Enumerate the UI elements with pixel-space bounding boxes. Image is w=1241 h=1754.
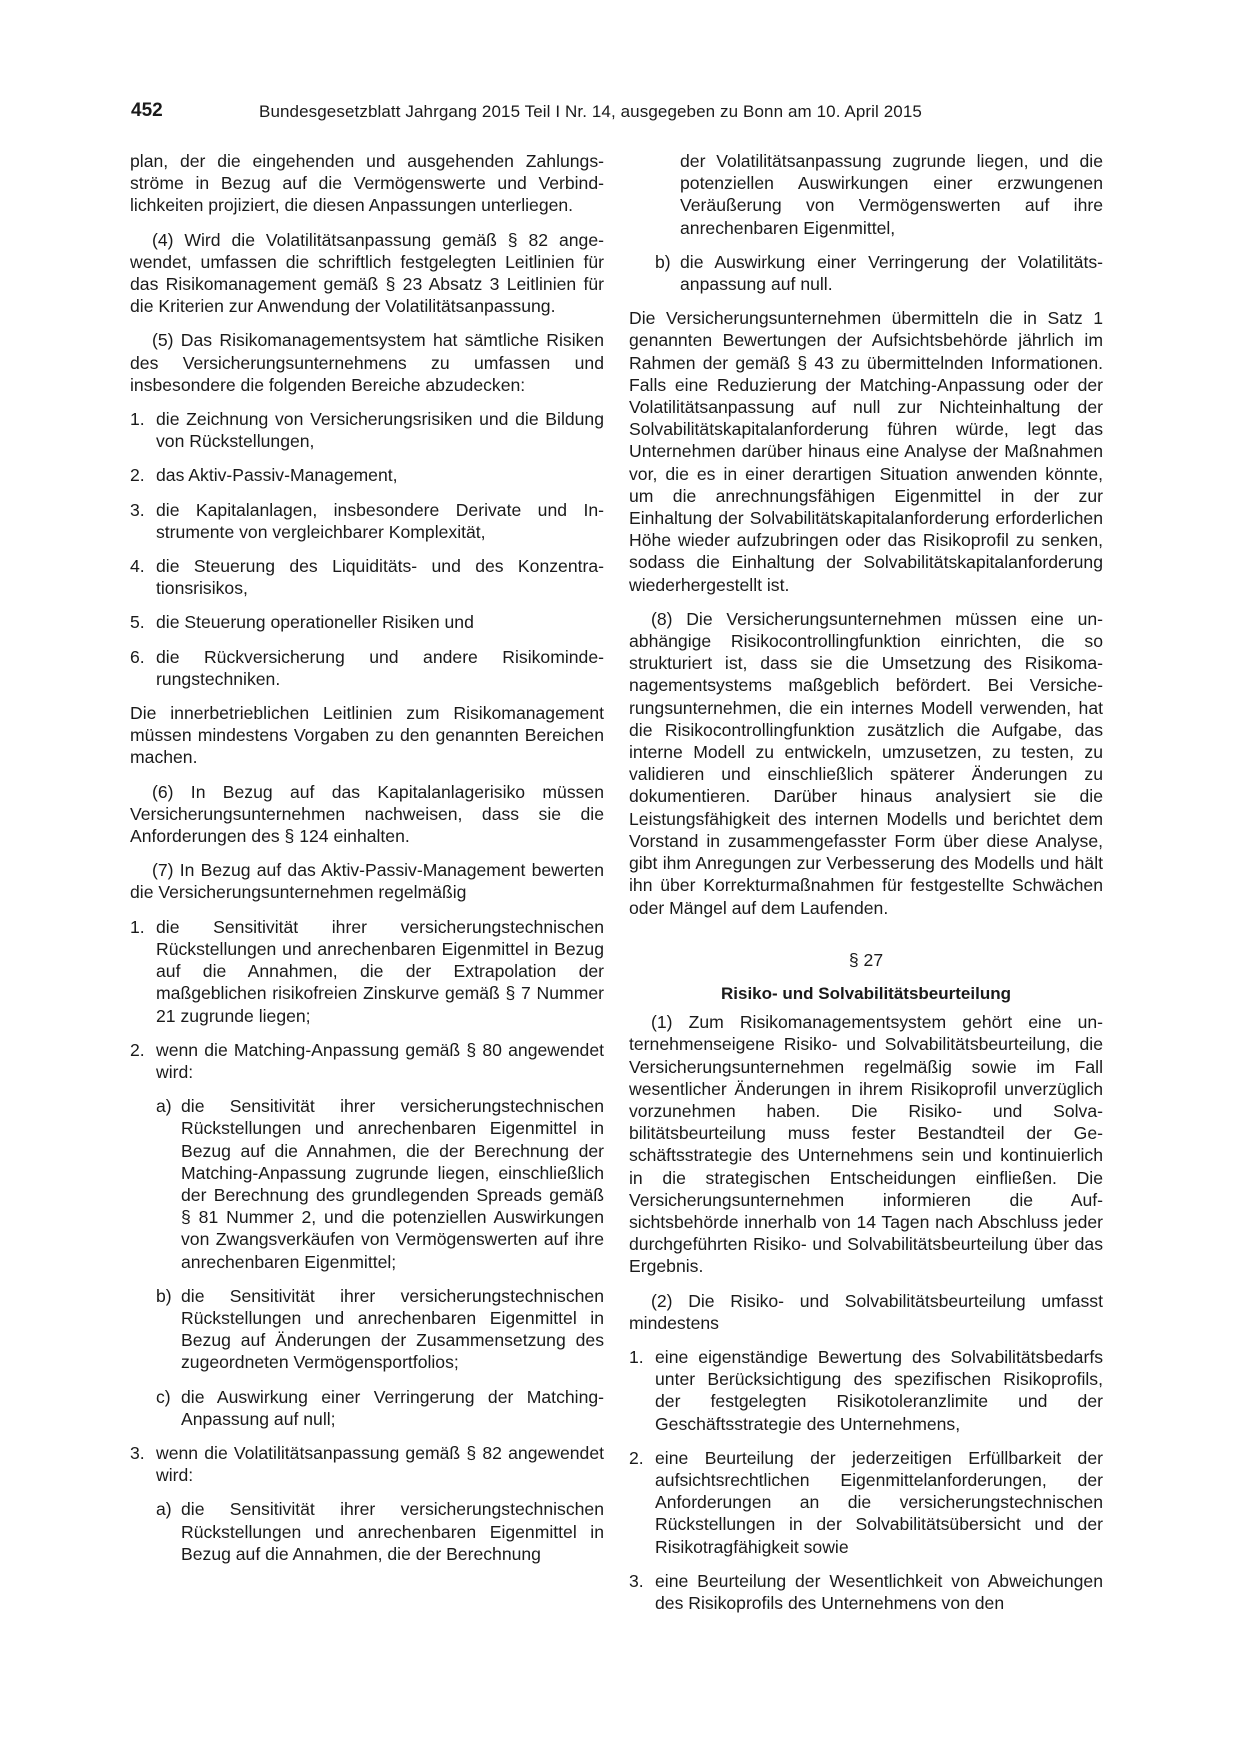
- list-marker: 5.: [130, 612, 145, 633]
- list-item: [130, 499, 604, 543]
- paragraph-7: (7) In Bezug auf das Aktiv-Passiv-Management bewerten die Versicherungsunternehmen regelmäßig: [130, 860, 604, 903]
- sublist-item-text: die Auswirkung einer Verringerung der Volatilitätsanpassung auf null.: [680, 251, 1103, 295]
- list-item: [130, 611, 604, 633]
- paragraph-6: (6) In Bezug auf das Kapitalanlagerisiko müssen Versicherungsunternehmen nachweisen, dass sie die Anforderungen des § 124 einhalten.: [130, 781, 604, 847]
- list-item-text: eine eigenständige Bewertung des Solvabilitätsbedarfs unter Berücksichtigung des spezifischen Risikoprofils, der festgelegten Risikotoleranzlimite und der Geschäftsstrategie des Unternehmens,: [655, 1346, 1103, 1434]
- list-item: [130, 1442, 604, 1486]
- sublist-marker-spacer: [655, 150, 680, 239]
- sublist-item-text: die Sensitivität ihrer versicherungstechnischen Rückstellungen und anrechenbaren Eigenmittel in Bezug auf die Annahmen, die der Berechnung: [181, 1499, 604, 1564]
- list-item: [130, 916, 604, 1027]
- list-assessment-scope: [629, 1346, 1103, 1614]
- list-marker: 2.: [629, 1447, 644, 1468]
- sublist-marker: b): [156, 1285, 172, 1306]
- paragraph-4: (4) Wird die Volatilitätsanpassung gemäß § 82 angewendet, umfassen die schriftlich festgelegten Leitlinien für das Risikomanagement gemäß § 23 Absatz 3 Leitlinien für die Kriterien zur Anwendung der Volatilitätsanpassung.: [130, 229, 604, 317]
- sublist-item: [156, 1386, 604, 1430]
- list-marker: 2.: [130, 465, 145, 486]
- list-marker: 3.: [629, 1570, 644, 1591]
- section-number: § 27: [848, 949, 884, 970]
- list-item-text: die Steuerung des Liquiditäts- und des Konzentrationsrisikos,: [156, 556, 604, 599]
- paragraph-7-tail: Die Versicherungsunternehmen übermitteln die in Satz 1 genannten Bewertungen der Aufsichtsbehörde jährlich im Rahmen der gemäß § 43 zu übermittelnden Informationen. Falls eine Reduzierung der Matching-Anpassung oder der Volatilitätsanpassung auf null zur Nichteinhaltung der Solvabilitätskapitalanforderung führen würde, legt das Unternehmen darüber hinaus eine Analyse der Maßnahmen vor, die es in einer derartigen Situation anwenden könnte, um die anrechnungsfähigen Eigenmittel in der zur Einhaltung der Solvabilitätskapitalanforderung erforderlichen Höhe wieder aufzubringen oder das Risikoprofil zu senken, sodass die Einhaltung der Solvabilitätskapitalanforderung wiederhergestellt ist.: [629, 308, 1103, 595]
- list-marker: 3.: [130, 1442, 145, 1463]
- sublist-item: [156, 1285, 604, 1374]
- list-item-text: die Steuerung operationeller Risiken und: [156, 612, 474, 633]
- sublist-item: [156, 1095, 604, 1273]
- list-item-text: das Aktiv-Passiv-Management,: [156, 465, 398, 486]
- list-item: [130, 1039, 604, 1083]
- section-paragraph-1: (1) Zum Risikomanagementsystem gehört eine unternehmenseigene Risiko- und Solvabilitätsbeurteilung, die Versicherungsunternehmen regelmäßig sowie im Fall wesentlicher Änderungen in ihrem Risikoprofil unverzüglich vorzunehmen haben. Die Risiko- und Solvabilitätsbeurteilung muss fester Bestandteil der Geschäftsstrategie des Unternehmens sein und kontinuierlich in die strategischen Entscheidungen einfließen. Die Versicherungsunternehmen informieren die Aufsichtsbehörde innerhalb von 14 Tagen nach Abschluss jeder durchgeführten Risiko- und Solvabilitätsbeurteilung über das Ergebnis.: [629, 1012, 1103, 1277]
- list-marker: 1.: [629, 1346, 644, 1367]
- section-paragraph-2: (2) Die Risiko- und Solvabilitätsbeurteilung umfasst mindestens: [629, 1290, 1103, 1333]
- sublist-marker: b): [655, 251, 671, 272]
- list-assessments: [130, 916, 604, 1565]
- sublist-marker: a): [156, 1096, 172, 1117]
- sublist-item-text: die Auswirkung einer Verringerung der Matching-Anpassung auf null;: [181, 1386, 604, 1429]
- list-item: [130, 464, 604, 486]
- list-marker: 1.: [130, 409, 145, 430]
- sublist-item: [655, 251, 1103, 295]
- list-marker: 3.: [130, 499, 145, 520]
- paragraph-continuation: plan, der die eingehenden und ausgehenden Zahlungsströme in Bezug auf die Vermögenswerte und Verbindlichkeiten projiziert, die diesen Anpassungen unterliegen.: [130, 151, 604, 216]
- list-risk-areas: [130, 408, 604, 690]
- page-number: 452: [131, 100, 163, 121]
- list-marker: 6.: [130, 646, 145, 667]
- left-column: [130, 150, 604, 1577]
- sublist-item: [156, 1498, 604, 1565]
- sublist: [130, 1095, 604, 1430]
- list-item: [130, 646, 604, 690]
- sublist-marker: c): [156, 1386, 171, 1407]
- paragraph-5-tail: Die innerbetrieblichen Leitlinien zum Risikomanagement müssen mindestens Vorgaben zu den genannten Bereichen machen.: [130, 703, 604, 768]
- paragraph-8: (8) Die Versicherungsunternehmen müssen eine unabhängige Risikocontrollingfunktion einrichten, die so strukturiert ist, dass sie die Umsetzung des Risikomanagementsystems maßgeblich befördert. Bei Versicherungsunternehmen, die ein internes Modell verwenden, hat die Risikocontrollingfunktion zusätzlich die Aufgabe, das interne Modell zu entwickeln, umzusetzen, zu testen, zu validieren und einschließlich späterer Änderungen zu dokumentieren. Darüber hinaus analysiert sie die Leistungsfähigkeit des internen Modells und berichtet dem Vorstand in zusammengefasster Form über diese Analyse, gibt ihm Anregungen zur Verbesserung des Modells und hält ihn über Korrekturmaßnahmen für festgestellte Schwächen oder Mängel auf dem Laufenden.: [629, 608, 1103, 918]
- sublist-item-text: die Sensitivität ihrer versicherungstechnischen Rückstellungen und anrechenbaren Eigenmittel in Bezug auf die Annahmen, die der Berechnung der Matching-Anpassung zugrunde liegen, einschließlich der Berechnung des grundlegenden Spreads gemäß § 81 Nummer 2, und die potenziellen Auswirkungen von Zwangsverkäufen von Vermögenswerten auf ihre anrechenbaren Eigenmittel;: [181, 1096, 604, 1272]
- sublist: [629, 150, 1103, 295]
- sublist-item-text: der Volatilitätsanpassung zugrunde liegen, und die potenziellen Auswirkungen einer erzwungenen Veräußerung von Vermögenswerten auf ihre anrechenbaren Eigenmittel,: [680, 151, 1103, 238]
- list-marker: 4.: [130, 556, 145, 577]
- list-item: [629, 1570, 1103, 1614]
- list-marker: 2.: [130, 1039, 145, 1060]
- running-head: Bundesgesetzblatt Jahrgang 2015 Teil I Nr. 14, ausgegeben zu Bonn am 10. April 2015: [259, 102, 922, 121]
- section-title: Risiko- und Solvabilitätsbeurteilung: [721, 983, 1011, 1003]
- list-item-text: die Rückversicherung und andere Risikominderungstechniken.: [156, 646, 604, 689]
- sublist-marker: a): [156, 1499, 172, 1520]
- list-item: [629, 1346, 1103, 1435]
- sublist-item-text: die Sensitivität ihrer versicherungstechnischen Rückstellungen und anrechenbaren Eigenmittel in Bezug auf Änderungen der Zusammensetzung des zugeordneten Vermögensportfolios;: [181, 1285, 604, 1373]
- paragraph-5: (5) Das Risikomanagementsystem hat sämtliche Risiken des Versicherungsunternehmens zu umfassen und insbesondere die folgenden Bereiche abzudecken:: [130, 330, 604, 395]
- list-item-text: die Kapitalanlagen, insbesondere Derivate und Instrumente von vergleichbarer Komplexität,: [156, 499, 604, 542]
- sublist: [130, 1498, 604, 1565]
- list-item: [130, 555, 604, 599]
- list-item-text: die Sensitivität ihrer versicherungstechnischen Rückstellungen und anrechenbaren Eigenmittel in Bezug auf die Annahmen, die der Extrapolation der maßgeblichen risikofreien Zinskurve gemäß § 7 Nummer 21 zugrunde liegen;: [156, 916, 604, 1026]
- sublist-item-continuation: [655, 150, 1103, 239]
- list-item-text: die Zeichnung von Versicherungsrisiken und die Bildung von Rückstellungen,: [156, 409, 604, 452]
- list-item: [629, 1447, 1103, 1558]
- right-column: [629, 150, 1103, 1626]
- list-item: [130, 408, 604, 452]
- list-item-text: wenn die Volatilitätsanpassung gemäß § 82 angewendet wird:: [156, 1442, 604, 1486]
- list-item-text: eine Beurteilung der Wesentlichkeit von Abweichungen des Risikoprofils des Unternehmens von den: [655, 1570, 1103, 1613]
- list-marker: 1.: [130, 916, 145, 937]
- list-item-text: eine Beurteilung der jederzeitigen Erfüllbarkeit der aufsichtsrechtlichen Eigenmittelanforderungen, der Anforderungen an die versicherungstechnischen Rückstellungen in der Solvabilitätsübersicht und der Risikotragfähigkeit sowie: [655, 1447, 1103, 1557]
- list-item-text: wenn die Matching-Anpassung gemäß § 80 angewendet wird:: [156, 1039, 604, 1082]
